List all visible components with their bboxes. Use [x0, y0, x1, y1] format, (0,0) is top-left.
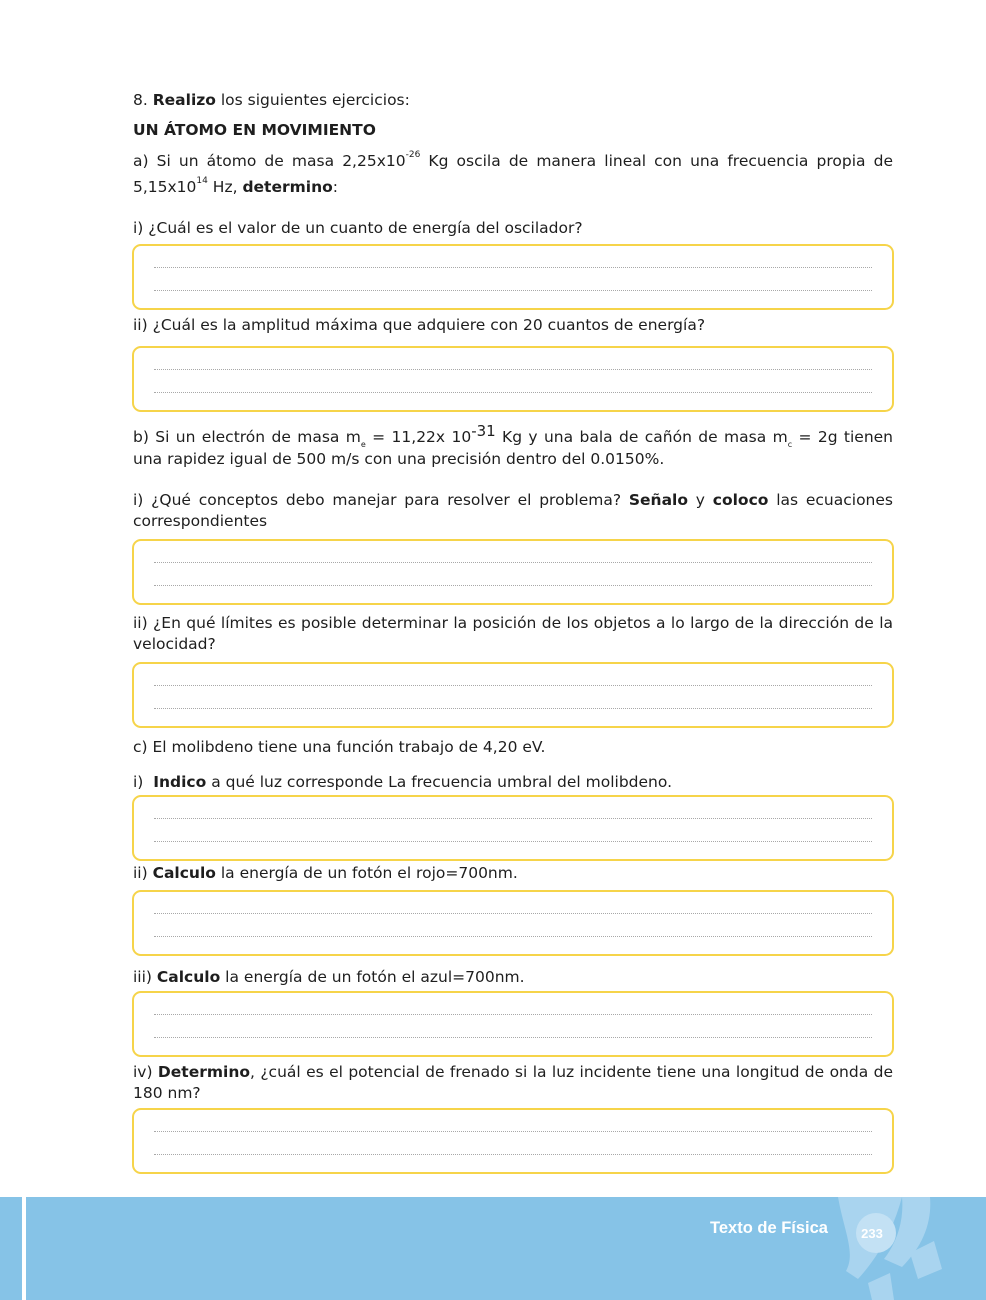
answer-line [154, 1037, 872, 1038]
answer-box-a-i[interactable] [132, 244, 894, 310]
exercise-heading [133, 90, 893, 111]
answer-line [154, 267, 872, 268]
part-b-line-2: una rapidez igual de 500 m/s con una precisión dentro del 0.0150%. [133, 450, 665, 468]
exercise-instruction: los siguientes ejercicios: [215, 91, 410, 109]
answer-box-b-ii[interactable] [132, 662, 894, 728]
answer-line [154, 585, 872, 586]
answer-line [154, 562, 872, 563]
part-a-line-2 [133, 177, 893, 198]
subscript: e [360, 440, 366, 449]
question-a-i: i) ¿Cuál es el valor de un cuanto de energía del oscilador? [133, 219, 583, 237]
exponent: -31 [471, 422, 496, 440]
answer-box-c-iii[interactable] [132, 991, 894, 1057]
question-text: la energía de un fotón el azul=700nm. [220, 968, 525, 986]
answer-line [154, 685, 872, 686]
answer-box-c-ii[interactable] [132, 890, 894, 956]
part-a-line-1 [133, 151, 893, 172]
question-text: ii) [133, 864, 153, 882]
question-text: las ecuaciones [768, 491, 893, 509]
answer-line [154, 936, 872, 937]
exercise-verb: Realizo [152, 91, 216, 109]
question-c-i [133, 772, 893, 793]
question-text: la energía de un fotón el rojo=700nm. [215, 864, 518, 882]
bold-verb: Determino [157, 1063, 251, 1081]
question-c-ii [133, 863, 893, 884]
part-b-text: = 11,22x 10 [365, 428, 472, 446]
question-b-ii-line-2: velocidad? [133, 635, 216, 653]
subscript: c [787, 440, 793, 449]
answer-box-c-i[interactable] [132, 795, 894, 861]
part-a-text: Hz, [207, 178, 243, 196]
answer-line [154, 392, 872, 393]
bold-verb: coloco [712, 491, 769, 509]
question-b-i-line-1 [133, 490, 893, 511]
question-b-i-line-2: correspondientes [133, 512, 268, 530]
question-c-iv-line-2: 180 nm? [133, 1084, 201, 1102]
part-b-text: = 2g tienen [792, 428, 894, 446]
part-b-line-1 [133, 422, 894, 449]
question-c-iii [133, 967, 893, 988]
part-a-text: 5,15x10 [133, 178, 197, 196]
part-a-text: : [332, 178, 339, 196]
bold-verb: Calculo [156, 968, 221, 986]
answer-line [154, 818, 872, 819]
bold-verb: determino [242, 178, 333, 196]
question-c-iv-line-1 [133, 1062, 893, 1083]
bold-verb: Calculo [152, 864, 216, 882]
answer-line [154, 841, 872, 842]
question-text: i) ¿Qué conceptos debo manejar para resolver el problema? [133, 491, 629, 509]
answer-line [154, 290, 872, 291]
book-title: Texto de Física [710, 1219, 828, 1237]
page-number: 233 [861, 1226, 883, 1241]
section-title: UN ÁTOMO EN MOVIMIENTO [133, 121, 376, 139]
answer-line [154, 1154, 872, 1155]
part-a-text: Kg oscila de manera lineal con una frecuencia propia de [420, 152, 893, 170]
answer-line [154, 1131, 872, 1132]
answer-line [154, 369, 872, 370]
answer-line [154, 1014, 872, 1015]
question-text: iv) [133, 1063, 158, 1081]
answer-line [154, 913, 872, 914]
exercise-number: 8. [133, 91, 148, 109]
answer-line [154, 708, 872, 709]
answer-box-b-i[interactable] [132, 539, 894, 605]
footer-divider [22, 1197, 26, 1300]
page-footer [0, 1197, 986, 1300]
question-text: a qué luz corresponde La frecuencia umbral del molibdeno. [206, 773, 673, 791]
question-b-ii-line-1: ii) ¿En qué límites es posible determinar la posición de los objetos a lo largo de la dirección de la [133, 614, 893, 632]
answer-box-c-iv[interactable] [132, 1108, 894, 1174]
question-text: i) [133, 773, 154, 791]
question-text: iii) [133, 968, 157, 986]
part-a-text: a) Si un átomo de masa 2,25x10 [133, 152, 406, 170]
question-text: , ¿cuál es el potencial de frenado si la luz incidente tiene una longitud de onda de [250, 1063, 893, 1081]
rocket-icon [832, 1197, 986, 1300]
part-b-text: b) Si un electrón de masa m [133, 428, 361, 446]
answer-box-a-ii[interactable] [132, 346, 894, 412]
exponent: -26 [405, 150, 421, 160]
part-c-intro: c) El molibdeno tiene una función trabajo de 4,20 eV. [133, 738, 546, 756]
bold-verb: Señalo [628, 491, 688, 509]
bold-verb: Indico [153, 773, 207, 791]
exponent: 14 [196, 176, 208, 186]
question-text: y [688, 491, 713, 509]
question-a-ii: ii) ¿Cuál es la amplitud máxima que adquiere con 20 cuantos de energía? [133, 316, 706, 334]
part-b-text: Kg y una bala de cañón de masa m [495, 428, 788, 446]
